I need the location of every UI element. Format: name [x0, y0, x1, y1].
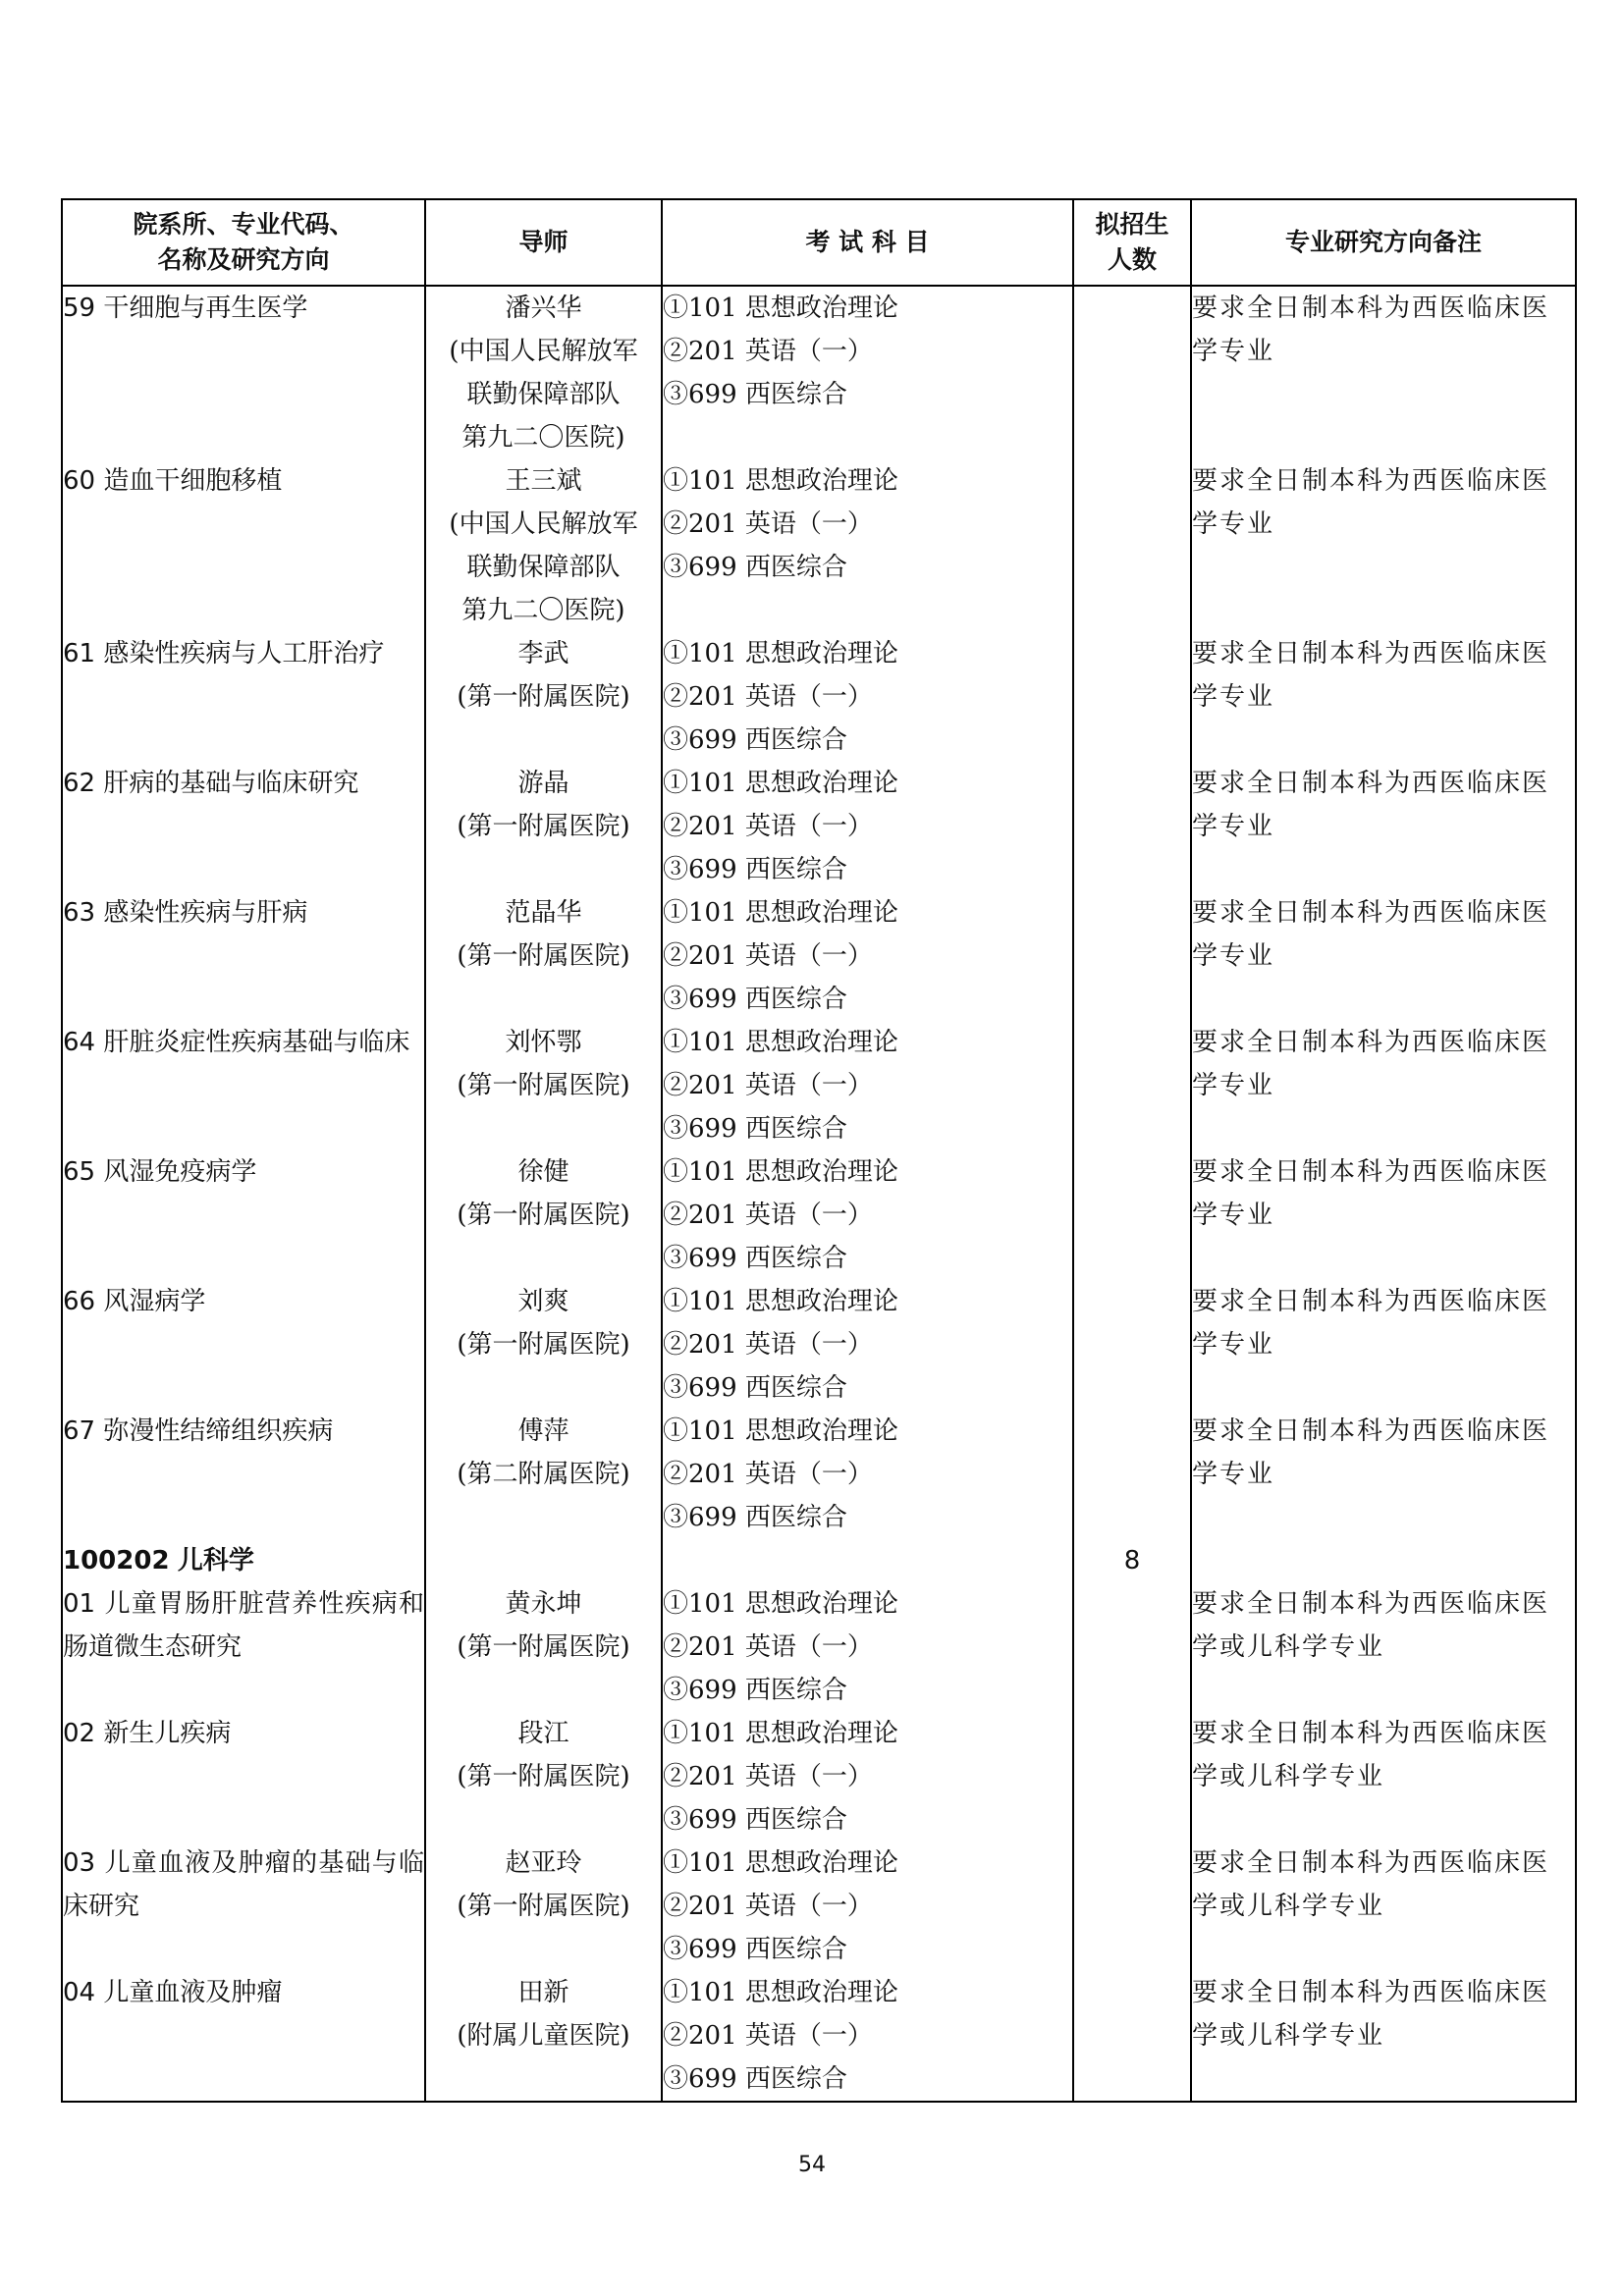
- notes-cell: 要求全日制本科为西医临床医学或儿科学专业: [1191, 1842, 1576, 1971]
- advisor-line: 范晶华: [505, 898, 582, 928]
- advisor-line: 赵亚玲: [505, 1848, 582, 1878]
- table-row: [62, 1150, 1576, 1280]
- enrollment-cell: [1073, 1410, 1191, 1539]
- exam-subjects-cell: [662, 1712, 1073, 1842]
- table-row: [62, 1410, 1576, 1539]
- table-row: [62, 632, 1576, 762]
- direction-cell: [62, 1410, 425, 1539]
- direction-name: 肝病的基础与临床研究: [103, 769, 359, 798]
- direction-name: 儿童胃肠肝脏营养性疾病和肠道微生态研究: [63, 1589, 424, 1662]
- direction-cell: [62, 1280, 425, 1410]
- enrollment-cell: [1073, 1280, 1191, 1410]
- exam-subject: ②201 英语（一）: [663, 1460, 873, 1489]
- exam-subject: ①101 思想政治理论: [663, 769, 898, 798]
- enrollment-cell: [1073, 1021, 1191, 1150]
- advisor-line: 联勤保障部队: [466, 553, 621, 582]
- exam-subjects-cell: [662, 1021, 1073, 1150]
- exam-subject: ①101 思想政治理论: [663, 1416, 898, 1446]
- advisor-line: 田新: [517, 1978, 569, 2007]
- enrollment-cell: [1073, 1712, 1191, 1842]
- table-row: [62, 1021, 1576, 1150]
- exam-subject: ③699 西医综合: [663, 380, 847, 409]
- direction-name: 肝脏炎症性疾病基础与临床: [103, 1028, 410, 1057]
- exam-subject: ②201 英语（一）: [663, 941, 873, 971]
- notes-cell: 要求全日制本科为西医临床医学或儿科学专业: [1191, 1712, 1576, 1842]
- direction-cell: [62, 891, 425, 1021]
- advisor-cell: [425, 1280, 662, 1410]
- direction-code: 67: [63, 1416, 96, 1446]
- direction-cell: [62, 1971, 425, 2102]
- notes-cell: 要求全日制本科为西医临床医学专业: [1191, 286, 1576, 459]
- enrollment-cell: [1073, 1582, 1191, 1712]
- notes-cell: 要求全日制本科为西医临床医学专业: [1191, 1280, 1576, 1410]
- table-row: [62, 1280, 1576, 1410]
- enrollment-cell: [1073, 632, 1191, 762]
- direction-name: 造血干细胞移植: [103, 466, 283, 496]
- direction-cell: [62, 1582, 425, 1712]
- advisor-line: 徐健: [517, 1157, 569, 1187]
- table-row: [62, 891, 1576, 1021]
- notes-cell: [1191, 1539, 1576, 1582]
- advisor-cell: [425, 1712, 662, 1842]
- advisor-cell: [425, 1971, 662, 2102]
- exam-subject: ②201 英语（一）: [663, 509, 873, 539]
- notes-cell: 要求全日制本科为西医临床医学专业: [1191, 1021, 1576, 1150]
- exam-subject: ②201 英语（一）: [663, 682, 873, 712]
- direction-code: 03: [63, 1848, 96, 1878]
- page-number: 54: [798, 2153, 826, 2177]
- exam-subject: ③699 西医综合: [663, 855, 847, 884]
- direction-code: 04: [63, 1978, 96, 2007]
- advisor-cell: [425, 762, 662, 891]
- exam-subject: ①101 思想政治理论: [663, 1848, 898, 1878]
- direction-code: 63: [63, 898, 96, 928]
- enrollment-cell: [1073, 762, 1191, 891]
- notes-cell: 要求全日制本科为西医临床医学专业: [1191, 632, 1576, 762]
- advisor-line: 第九二〇医院): [461, 423, 625, 453]
- direction-name: 感染性疾病与肝病: [103, 898, 308, 928]
- advisor-cell: [425, 1150, 662, 1280]
- advisor-line: 王三斌: [505, 466, 582, 496]
- exam-subject: ③699 西医综合: [663, 1244, 847, 1273]
- direction-code: 01: [63, 1589, 96, 1619]
- section-name: 儿科学: [177, 1546, 254, 1575]
- advisor-line: (中国人民解放军: [449, 509, 638, 539]
- exam-subject: ③699 西医综合: [663, 1373, 847, 1403]
- advisor-line: (中国人民解放军: [449, 337, 638, 366]
- advisor-line: (附属儿童医院): [457, 2021, 630, 2051]
- exam-subject: ①101 思想政治理论: [663, 466, 898, 496]
- header-exam-subjects: 考 试 科 目: [662, 199, 1073, 286]
- advisor-line: 潘兴华: [505, 294, 582, 323]
- exam-subject: ③699 西医综合: [663, 1114, 847, 1144]
- exam-subject: ①101 思想政治理论: [663, 898, 898, 928]
- section-code: 100202: [63, 1546, 170, 1575]
- exam-subject: ①101 思想政治理论: [663, 639, 898, 668]
- table-row: [62, 1842, 1576, 1971]
- advisor-cell: [425, 632, 662, 762]
- advisor-cell: [425, 459, 662, 632]
- section-header-row: [62, 1539, 1576, 1582]
- direction-code: 61: [63, 639, 96, 668]
- section-title-cell: [62, 1539, 425, 1582]
- exam-subject: ①101 思想政治理论: [663, 1589, 898, 1619]
- exam-subjects-cell: [662, 286, 1073, 459]
- notes-cell: 要求全日制本科为西医临床医学专业: [1191, 1410, 1576, 1539]
- direction-cell: [62, 762, 425, 891]
- direction-code: 65: [63, 1157, 96, 1187]
- exam-subject: ①101 思想政治理论: [663, 294, 898, 323]
- enrollment-cell: [1073, 286, 1191, 459]
- header-enrollment: 拟招生 人数: [1073, 199, 1191, 286]
- advisor-line: 联勤保障部队: [466, 380, 621, 409]
- direction-code: 60: [63, 466, 96, 496]
- exam-subject: ③699 西医综合: [663, 1935, 847, 1964]
- table-body: [62, 286, 1576, 2102]
- header-notes: 专业研究方向备注: [1191, 199, 1576, 286]
- advisor-cell: [425, 1021, 662, 1150]
- exam-subjects-cell: [662, 891, 1073, 1021]
- advisor-line: (第二附属医院): [457, 1460, 630, 1489]
- enrollment-cell: [1073, 1150, 1191, 1280]
- exam-subject: ②201 英语（一）: [663, 2021, 873, 2051]
- direction-name: 弥漫性结缔组织疾病: [103, 1416, 334, 1446]
- direction-name: 风湿病学: [103, 1287, 206, 1316]
- exam-subject: ③699 西医综合: [663, 2064, 847, 2094]
- advisor-line: 李武: [517, 639, 569, 668]
- advisor-line: 段江: [517, 1719, 569, 1748]
- advisor-line: (第一附属医院): [457, 1892, 630, 1921]
- enrollment-cell: [1073, 1971, 1191, 2102]
- advisor-line: (第一附属医院): [457, 941, 630, 971]
- header-advisor: 导师: [425, 199, 662, 286]
- advisor-line: (第一附属医院): [457, 812, 630, 841]
- exam-subjects-cell: [662, 1539, 1073, 1582]
- exam-subject: ②201 英语（一）: [663, 1071, 873, 1100]
- notes-cell: 要求全日制本科为西医临床医学专业: [1191, 891, 1576, 1021]
- exam-subject: ②201 英语（一）: [663, 1762, 873, 1791]
- direction-cell: [62, 1021, 425, 1150]
- advisor-line: (第一附属医院): [457, 682, 630, 712]
- exam-subject: ②201 英语（一）: [663, 1201, 873, 1230]
- advisor-line: (第一附属医院): [457, 1330, 630, 1360]
- enrollment-cell: [1073, 1842, 1191, 1971]
- table-row: [62, 1971, 1576, 2102]
- notes-cell: 要求全日制本科为西医临床医学专业: [1191, 762, 1576, 891]
- exam-subject: ①101 思想政治理论: [663, 1157, 898, 1187]
- advisor-cell: [425, 1842, 662, 1971]
- advisor-line: 刘怀鄂: [505, 1028, 582, 1057]
- direction-name: 儿童血液及肿瘤的基础与临床研究: [63, 1848, 424, 1921]
- exam-subject: ③699 西医综合: [663, 985, 847, 1014]
- exam-subject: ②201 英语（一）: [663, 1330, 873, 1360]
- exam-subject: ③699 西医综合: [663, 1503, 847, 1532]
- advisor-line: 第九二〇医院): [461, 596, 625, 625]
- exam-subjects-cell: [662, 1842, 1073, 1971]
- notes-cell: 要求全日制本科为西医临床医学或儿科学专业: [1191, 1582, 1576, 1712]
- exam-subjects-cell: [662, 1280, 1073, 1410]
- notes-cell: 要求全日制本科为西医临床医学专业: [1191, 459, 1576, 632]
- advisor-line: (第一附属医院): [457, 1071, 630, 1100]
- exam-subjects-cell: [662, 632, 1073, 762]
- advisor-cell: [425, 286, 662, 459]
- exam-subjects-cell: [662, 762, 1073, 891]
- direction-code: 66: [63, 1287, 96, 1316]
- exam-subject: ②201 英语（一）: [663, 1632, 873, 1662]
- header-department: 院系所、专业代码、 名称及研究方向: [62, 199, 425, 286]
- notes-cell: 要求全日制本科为西医临床医学或儿科学专业: [1191, 1971, 1576, 2102]
- advisor-line: 游晶: [517, 769, 569, 798]
- table-header-row: [62, 199, 1576, 286]
- advisor-cell: [425, 1582, 662, 1712]
- exam-subject: ①101 思想政治理论: [663, 1028, 898, 1057]
- exam-subjects-cell: [662, 1150, 1073, 1280]
- exam-subject: ②201 英语（一）: [663, 812, 873, 841]
- advisor-cell: [425, 1539, 662, 1582]
- direction-cell: [62, 632, 425, 762]
- direction-name: 儿童血液及肿瘤: [103, 1978, 283, 2007]
- exam-subjects-cell: [662, 1410, 1073, 1539]
- table-row: [62, 762, 1576, 891]
- exam-subject: ③699 西医综合: [663, 1805, 847, 1835]
- direction-code: 64: [63, 1028, 96, 1057]
- advisor-line: (第一附属医院): [457, 1201, 630, 1230]
- enrollment-cell: [1073, 459, 1191, 632]
- exam-subjects-cell: [662, 1582, 1073, 1712]
- admissions-table: [61, 198, 1577, 2103]
- notes-cell: 要求全日制本科为西医临床医学专业: [1191, 1150, 1576, 1280]
- advisor-line: 傅萍: [517, 1416, 569, 1446]
- advisor-cell: [425, 1410, 662, 1539]
- direction-code: 62: [63, 769, 96, 798]
- direction-cell: [62, 1712, 425, 1842]
- exam-subject: ①101 思想政治理论: [663, 1719, 898, 1748]
- exam-subject: ③699 西医综合: [663, 553, 847, 582]
- direction-name: 干细胞与再生医学: [103, 294, 308, 323]
- direction-code: 59: [63, 294, 96, 323]
- table-row: [62, 1582, 1576, 1712]
- advisor-line: (第一附属医院): [457, 1762, 630, 1791]
- exam-subject: ②201 英语（一）: [663, 1892, 873, 1921]
- exam-subject: ③699 西医综合: [663, 1676, 847, 1705]
- direction-name: 风湿免疫病学: [103, 1157, 257, 1187]
- enrollment-cell: [1073, 891, 1191, 1021]
- direction-name: 感染性疾病与人工肝治疗: [103, 639, 385, 668]
- exam-subjects-cell: [662, 459, 1073, 632]
- exam-subjects-cell: [662, 1971, 1073, 2102]
- direction-cell: [62, 1150, 425, 1280]
- exam-subject: ①101 思想政治理论: [663, 1978, 898, 2007]
- advisor-line: 黄永坤: [505, 1589, 582, 1619]
- direction-name: 新生儿疾病: [103, 1719, 232, 1748]
- exam-subject: ②201 英语（一）: [663, 337, 873, 366]
- direction-cell: [62, 1842, 425, 1971]
- exam-subject: ③699 西医综合: [663, 725, 847, 755]
- section-enrollment: 8: [1073, 1539, 1191, 1582]
- advisor-cell: [425, 891, 662, 1021]
- table-row: [62, 1712, 1576, 1842]
- table-row: [62, 459, 1576, 632]
- exam-subject: ①101 思想政治理论: [663, 1287, 898, 1316]
- advisor-line: 刘爽: [517, 1287, 569, 1316]
- direction-cell: [62, 286, 425, 459]
- advisor-line: (第一附属医院): [457, 1632, 630, 1662]
- direction-code: 02: [63, 1719, 96, 1748]
- direction-cell: [62, 459, 425, 632]
- table-row: [62, 286, 1576, 459]
